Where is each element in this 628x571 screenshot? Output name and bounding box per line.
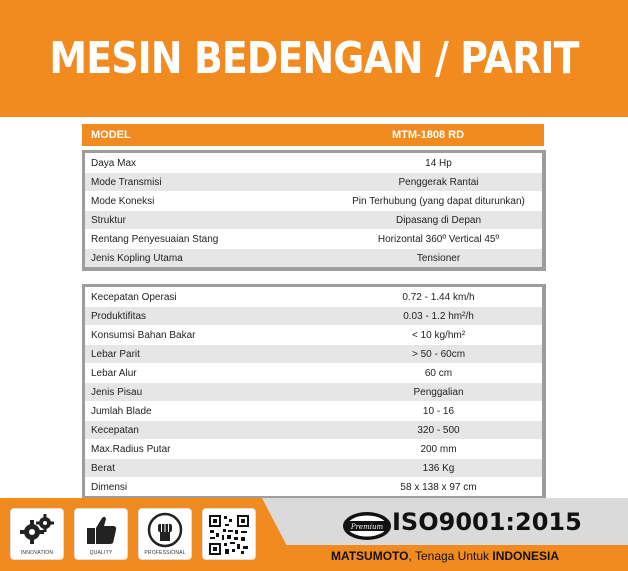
table-row (85, 306, 542, 325)
table-row (85, 153, 542, 172)
spec-value: Pin Terhubung (yang dapat diturunkan) (352, 195, 525, 207)
table-row (85, 420, 542, 439)
spec-key: Max.Radius Putar (91, 443, 171, 455)
spec-key: Kecepatan Operasi (91, 291, 177, 303)
seal-text: Premium (350, 523, 384, 531)
spec-key: Kecepatan (91, 424, 139, 436)
table-row (85, 172, 542, 191)
spec-key: Lebar Alur (91, 367, 137, 379)
spec-value: Tensioner (416, 252, 461, 264)
spec-value: 0.03 - 1.2 hm²/h (403, 310, 474, 322)
badge-label: QUALITY (89, 550, 113, 556)
brand-country: INDONESIA (492, 549, 560, 563)
spec-key: Konsumsi Bahan Bakar (91, 329, 196, 341)
table-row (85, 382, 542, 401)
spec-key: Lebar Parit (91, 348, 140, 360)
spec-key: Struktur (91, 214, 127, 226)
spec-key: Jumlah Blade (91, 405, 152, 417)
spec-value: 10 - 16 (422, 405, 455, 417)
model-header-row (82, 124, 544, 146)
table-row (85, 477, 542, 496)
badge-label: INNOVATION (20, 550, 54, 556)
spec-key: Rentang Penyesuaian Stang (91, 233, 219, 245)
table-row (85, 458, 542, 477)
spec-key: Daya Max (91, 157, 137, 169)
model-label: MODEL (91, 129, 131, 141)
spec-table-1 (82, 150, 546, 271)
innovation-badge (10, 508, 64, 560)
page-title: MESIN BEDENGAN / PARIT (49, 33, 579, 84)
brand-tagline (262, 549, 628, 563)
qr-code-icon (207, 513, 251, 557)
spec-value: Penggerak Rantai (398, 176, 479, 188)
spec-value: 136 Kg (422, 462, 455, 474)
table-row (85, 401, 542, 420)
brand-name: MATSUMOTO (330, 549, 409, 563)
table-row (85, 287, 542, 306)
table-row (85, 325, 542, 344)
spec-value: Penggalian (413, 386, 464, 398)
qr-code-badge[interactable] (202, 508, 256, 560)
spec-value: 58 x 138 x 97 cm (400, 481, 477, 493)
spec-table-2 (82, 284, 546, 500)
badge-label: PROFESSIONAL (144, 550, 186, 556)
spec-key: Jenis Kopling Utama (91, 252, 183, 264)
spec-value: 320 - 500 (417, 424, 460, 436)
spec-value: Horizontal 360º Vertical 45º (377, 233, 500, 245)
spec-value: > 50 - 60cm (411, 348, 466, 360)
spec-value: Dipasang di Depan (395, 214, 482, 226)
table-row (85, 439, 542, 458)
table-row (85, 363, 542, 382)
quality-badge (74, 508, 128, 560)
tagline-text: , Tenaga Untuk (408, 549, 493, 563)
spec-key: Berat (91, 462, 115, 474)
gears-icon (19, 512, 55, 548)
table-row (85, 191, 542, 210)
iso-certification: ISO9001:2015 (392, 508, 582, 536)
spec-key: Mode Transmisi (91, 176, 162, 188)
thumbs-up-icon (83, 512, 119, 548)
header-banner (0, 0, 628, 117)
spec-value: 60 cm (424, 367, 453, 379)
model-value: MTM-1808 RD (391, 129, 465, 141)
premium-seal-icon (340, 508, 394, 544)
spec-value: 0.72 - 1.44 km/h (402, 291, 475, 303)
spec-value: < 10 kg/hm² (411, 329, 466, 341)
spec-key: Dimensi (91, 481, 128, 493)
professional-badge (138, 508, 192, 560)
table-row (85, 229, 542, 248)
table-row (85, 248, 542, 267)
spec-key: Produktifitas (91, 310, 147, 322)
fist-icon (147, 512, 183, 548)
table-row (85, 210, 542, 229)
spec-value: 200 mm (420, 443, 457, 455)
spec-key: Jenis Pisau (91, 386, 143, 398)
table-row (85, 344, 542, 363)
spec-value: 14 Hp (425, 157, 452, 169)
spec-key: Mode Koneksi (91, 195, 155, 207)
